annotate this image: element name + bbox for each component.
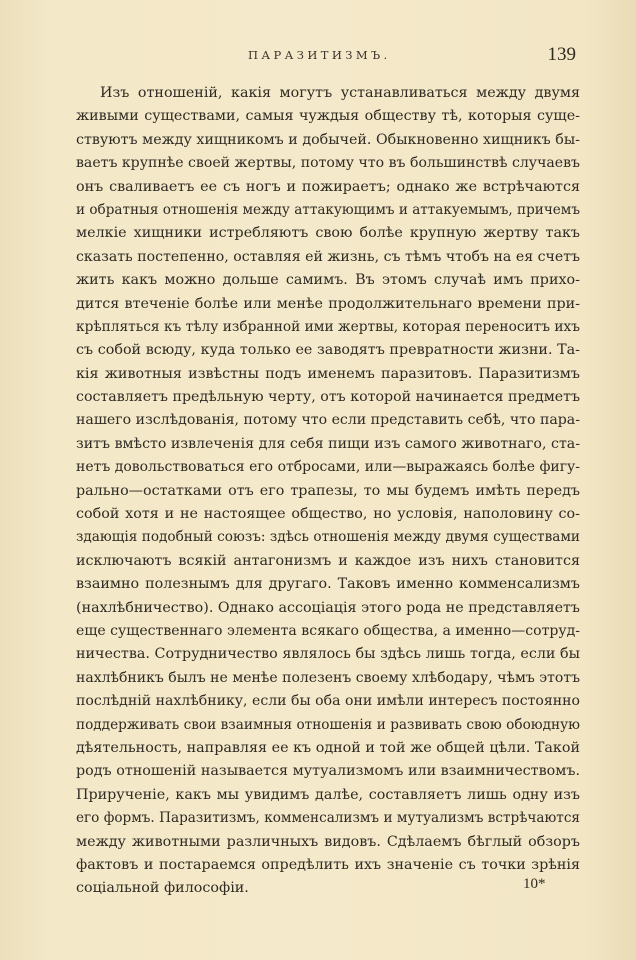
text-line: послѣднiй нахлѣбнику, если бы оба они имѣли интересъ постоянно [76, 693, 580, 710]
text-line: зитъ вмѣсто извлеченiя для себя пищи изъ самого животнаго, ста- [76, 435, 580, 452]
text-line: кiя животныя извѣстны подъ именемъ паразитовъ. Паразитизмъ [76, 365, 580, 382]
text-line: между животными различныхъ видовъ. Сдѣлаемъ бѣглый обзоръ [76, 833, 580, 850]
text-line: живыми существами, самыя чуждыя обществу тѣ, которыя суще- [76, 108, 580, 125]
text-line: ствуютъ между хищникомъ и добычей. Обыкновенно хищникъ бы- [76, 131, 580, 148]
running-title: ПАРАЗИТИЗМЪ. [248, 48, 391, 62]
text-line: и обратныя отношенiя между аттакующимъ и аттакуемымъ, причемъ [76, 201, 580, 218]
signature-mark: 10* [523, 876, 546, 892]
text-line: (нахлѣбничество). Однако ассоцiацiя этого рода не представляетъ [76, 599, 580, 616]
text-line: ваетъ крупнѣе своей жертвы, потому что въ большинствѣ случаевъ [76, 155, 580, 172]
text-line: крѣпляться къ тѣлу избранной ими жертвы, которая переноситъ ихъ [76, 318, 580, 335]
text-line: его формъ. Паразитизмъ, комменсализмъ и мутуализмъ встрѣчаются [76, 810, 580, 827]
text-line: Прирученiе, какъ мы увидимъ далѣе, составляетъ лишь одну изъ [76, 786, 580, 803]
text-line: нашего изслѣдованiя, потому что если представить себѣ, что пара- [76, 412, 580, 429]
text-line: рально—остатками отъ его трапезы, то мы будемъ имѣть передъ [76, 482, 580, 499]
text-line: съ собой всюду, куда только ее заводятъ превратности жизни. Та- [76, 342, 580, 359]
text-line: нетъ довольствоваться его отбросами, или—выражаясь болѣе фигу- [76, 459, 580, 476]
text-line: фактовъ и постараемся опредѣлить ихъ значенiе съ точки зрѣнiя [76, 856, 580, 873]
text-line: поддерживать свои взаимныя отношенiя и развивать свою обоюдную [76, 716, 580, 733]
text-line: ничества. Сотрудничество являлось бы здѣсь лишь тогда, если бы [76, 646, 580, 663]
page-number: 139 [547, 44, 576, 65]
body-text [76, 82, 580, 901]
text-line: собой хотя и не настоящее общество, но условiя, наполовину со- [76, 506, 580, 523]
text-line: онъ сваливаетъ ее съ ногъ и пожираетъ; однако же встрѣчаются [76, 178, 580, 195]
text-line: сказать постепенно, оставляя ей жизнь, съ тѣмъ чтобъ на ея счетъ [76, 248, 580, 265]
text-line: соцiальной философiи. [76, 880, 249, 897]
text-line: нахлѣбникъ былъ не менѣе полезенъ своему хлѣбодару, чѣмъ этотъ [76, 669, 580, 686]
text-line: составляетъ предѣльную черту, отъ которой начинается предметъ [76, 389, 580, 406]
text-line: мелкiе хищники истребляютъ свою болѣе крупную жертву такъ [76, 225, 580, 242]
text-line: дится втеченiе болѣе или менѣе продолжительнаго времени при- [76, 295, 580, 312]
text-line: жить какъ можно дольше самимъ. Въ этомъ случаѣ имъ прихо- [76, 272, 580, 289]
text-line: еще существеннаго элемента всякаго общества, а именно—сотруд- [76, 622, 580, 639]
text-line: Изъ отношенiй, какiя могутъ устанавливаться между двумя [100, 85, 580, 101]
text-line: здающiя подобный союзъ: здѣсь отношенiя между двумя существами [76, 529, 580, 546]
text-line: взаимно полезнымъ для другаго. Таковъ именно комменсализмъ [76, 576, 580, 593]
text-line: исключаютъ всякiй антагонизмъ и каждое изъ нихъ становится [76, 552, 580, 569]
text-line: дѣятельность, направляя ее къ одной и той же общей цѣли. Такой [76, 739, 580, 756]
running-head [0, 44, 636, 68]
text-line: родъ отношенiй называется мутуализмомъ или взаимничествомъ. [76, 763, 580, 780]
